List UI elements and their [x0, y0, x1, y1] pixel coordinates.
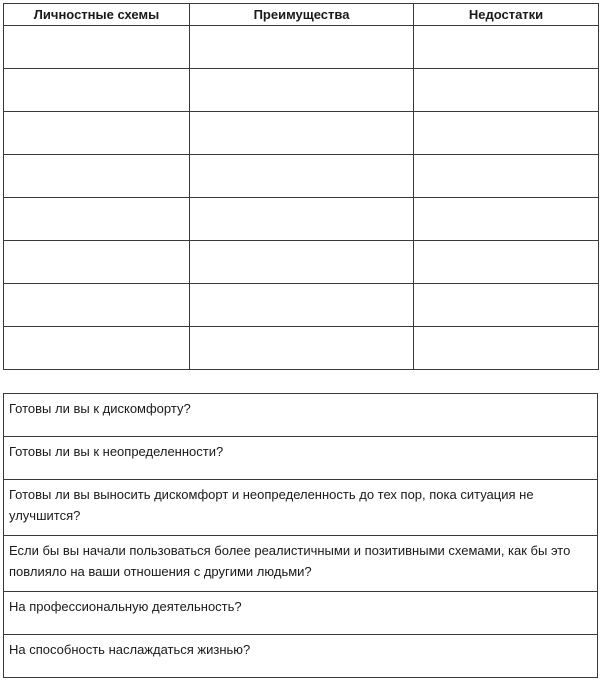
advantage-cell[interactable] — [190, 198, 414, 241]
question-enjoy-life[interactable]: На способность наслаждаться жизнью? — [4, 635, 598, 678]
question-row — [4, 592, 598, 635]
question-relationships[interactable]: Если бы вы начали пользоваться более реалистичными и позитивными схемами, как бы это повлияло на ваши отношения с другими людьми? — [4, 536, 598, 592]
disadvantage-cell[interactable] — [414, 26, 599, 69]
disadvantage-cell[interactable] — [414, 241, 599, 284]
table-row — [4, 198, 599, 241]
schema-cell[interactable] — [4, 69, 190, 112]
disadvantage-cell[interactable] — [414, 198, 599, 241]
disadvantage-cell[interactable] — [414, 112, 599, 155]
question-endure-until-better[interactable]: Готовы ли вы выносить дискомфорт и неопределенность до тех пор, пока ситуация не улучшится? — [4, 480, 598, 536]
schema-cell[interactable] — [4, 155, 190, 198]
question-discomfort[interactable]: Готовы ли вы к дискомфорту? — [4, 394, 598, 437]
schema-cell[interactable] — [4, 198, 190, 241]
disadvantage-cell[interactable] — [414, 327, 599, 370]
advantage-cell[interactable] — [190, 69, 414, 112]
advantage-cell[interactable] — [190, 327, 414, 370]
advantage-cell[interactable] — [190, 155, 414, 198]
header-disadvantages: Недостатки — [414, 4, 599, 26]
table-row — [4, 112, 599, 155]
advantage-cell[interactable] — [190, 112, 414, 155]
table-row — [4, 26, 599, 69]
disadvantage-cell[interactable] — [414, 69, 599, 112]
header-advantages: Преимущества — [190, 4, 414, 26]
table-row — [4, 284, 599, 327]
question-row — [4, 394, 598, 437]
table-row — [4, 241, 599, 284]
question-professional[interactable]: На профессиональную деятельность? — [4, 592, 598, 635]
schema-cell[interactable] — [4, 112, 190, 155]
advantage-cell[interactable] — [190, 241, 414, 284]
schemas-table — [3, 3, 599, 370]
question-row — [4, 635, 598, 678]
disadvantage-cell[interactable] — [414, 155, 599, 198]
question-row — [4, 536, 598, 592]
schema-cell[interactable] — [4, 284, 190, 327]
question-row — [4, 437, 598, 480]
header-personal-schemas: Личностные схемы — [4, 4, 190, 26]
question-row — [4, 480, 598, 536]
advantage-cell[interactable] — [190, 26, 414, 69]
disadvantage-cell[interactable] — [414, 284, 599, 327]
questions-table — [3, 393, 598, 678]
schema-cell[interactable] — [4, 327, 190, 370]
table-row — [4, 327, 599, 370]
table-row — [4, 155, 599, 198]
question-uncertainty[interactable]: Готовы ли вы к неопределенности? — [4, 437, 598, 480]
schema-cell[interactable] — [4, 241, 190, 284]
schema-cell[interactable] — [4, 26, 190, 69]
table-header-row — [4, 4, 599, 26]
advantage-cell[interactable] — [190, 284, 414, 327]
table-row — [4, 69, 599, 112]
